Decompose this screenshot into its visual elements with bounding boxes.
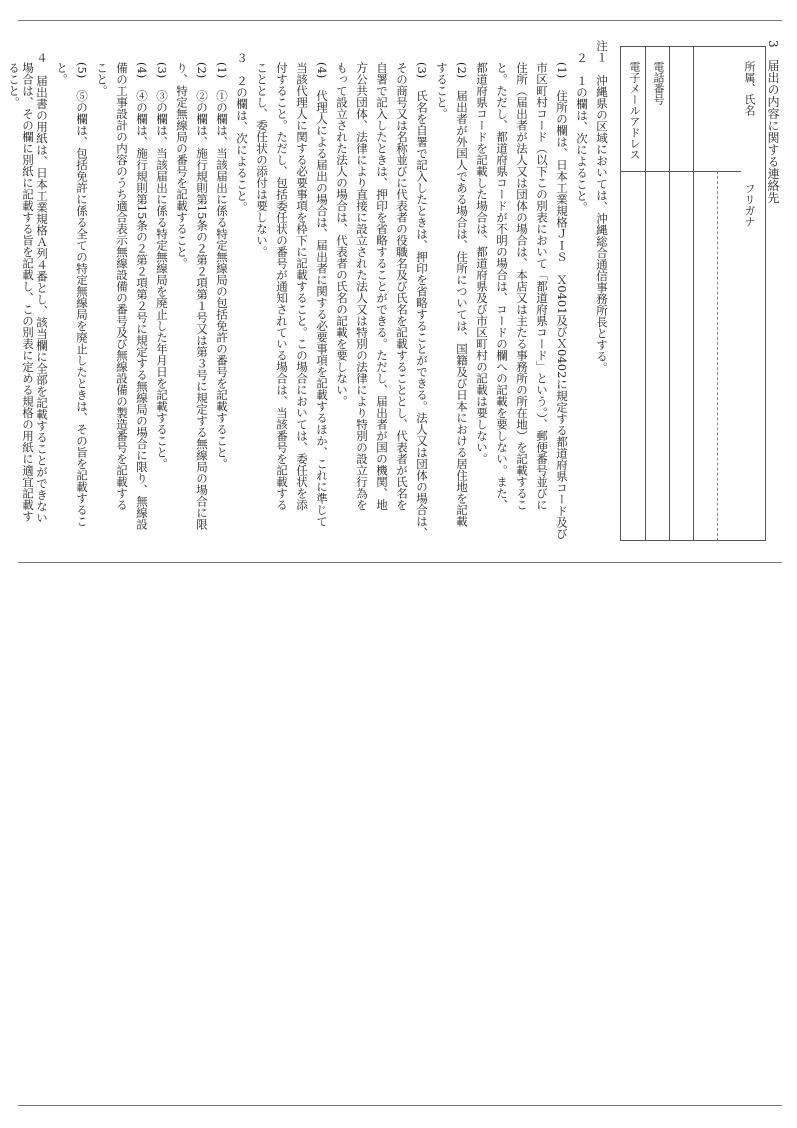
note-line: こととし、委任状の添付は要しない。 bbox=[255, 62, 269, 258]
note-line: すること。 bbox=[435, 62, 449, 120]
note-line: (3) 氏名を自署で記入したときは、押印を省略することができる。法人又は団体の場合は、 bbox=[415, 62, 429, 539]
middle-rule bbox=[18, 562, 782, 563]
row-divider-2 bbox=[669, 47, 670, 540]
note-line: (1) 住所の欄は、日本工業規格ＪＩＳ Ｘ0401及びＸ0402に規定する都道府県コード及び bbox=[555, 62, 569, 540]
note-line: 住所（届出者が法人又は団体の場合は、本店又は主たる事務所の所在地）を記載するこ bbox=[515, 62, 529, 511]
note-line: その商号又は名称並びに代表者の役職名及び氏名を記載することとし、代表者が氏名を bbox=[395, 62, 409, 511]
note-line: (2) ②の欄は、施行規則第15条の２第２項第１号又は第３号に規定する無線局の場合に限 bbox=[195, 62, 209, 530]
note-line: 当該代理人に関する必要事項を枠下に記載すること。この場合においては、委任状を添 bbox=[295, 62, 309, 511]
top-rule bbox=[18, 20, 782, 21]
row-divider-3 bbox=[645, 47, 646, 540]
note-line: ること。 bbox=[7, 62, 21, 108]
note-line: 場合は、その欄に別紙に記載する旨を記載し、この別表に定める規格の用紙に適宜記載す bbox=[21, 62, 35, 522]
note-line: (1) ①の欄は、当該届出に係る特定無線局の包括免許の番号を記載すること。 bbox=[215, 62, 229, 470]
section-heading: 3 届出の内容に関する連絡先 bbox=[766, 40, 780, 204]
note-line: と。ただし、都道府県コードが不明の場合は、コードの欄への記載を要しない。また、 bbox=[495, 62, 509, 511]
note-line: ３ ２の欄は、次によること。 bbox=[235, 52, 249, 213]
note-line: こと。 bbox=[95, 62, 109, 97]
email-label: 電子メールアドレス bbox=[628, 61, 641, 160]
note-line: (4) ④の欄は、施行規則第15条の２第２項第２号に規定する無線局の場合に限り、無線設 bbox=[135, 62, 149, 530]
note-line: 注１ 沖縄県の区域においては、沖縄総合通信事務所長とする。 bbox=[595, 40, 609, 374]
phone-label: 電話番号 bbox=[652, 61, 665, 105]
affiliation-name-label: 所属、氏名 bbox=[743, 61, 756, 116]
note-line: 自署で記入したときは、押印を省略することができる。ただし、届出者が国の機関、地 bbox=[375, 62, 389, 511]
note-line: ２ １の欄は、次によること。 bbox=[575, 52, 589, 213]
furigana-divider bbox=[717, 171, 718, 541]
note-line: り、特定無線局の番号を記載すること。 bbox=[175, 62, 189, 269]
note-line: 方公共団体、法律により直接に設立された法人又は特別の法律により特別の設立行為を bbox=[355, 62, 369, 511]
note-line: (2) 届出者が外国人である場合は、住所については、国籍及び日本における居住地を記載 bbox=[455, 62, 469, 527]
note-line: 都道府県コードを記載した場合は、都道府県及び市区町村の記載は要しない。 bbox=[475, 62, 489, 465]
note-line: ４ 届出書の用紙は、日本工業規格Ａ列４番とし、該当欄に全部を記載することができない bbox=[35, 52, 49, 524]
note-line: 備の工事設計の内容のうち適合表示無線設備の番号及び無線設備の製造番号を記載する bbox=[115, 62, 129, 511]
note-line: (3) ③の欄は、当該届出に係る特定無線局を廃止した年月日を記載すること。 bbox=[155, 62, 169, 470]
note-line: (5) ⑤の欄は、包括免許に係る全ての特定無線局を廃止したときは、その旨を記載するこ bbox=[75, 62, 89, 527]
note-line: と。 bbox=[55, 62, 69, 85]
note-line: (4) 代理人による届出の場合は、届出者に関する必要事項を記載するほか、これに準じて bbox=[315, 62, 329, 527]
bottom-rule bbox=[18, 1105, 782, 1106]
note-line: 市区町村コード（以下この別表において「都道府県コード」という。）、郵便番号並びに bbox=[535, 62, 549, 511]
row-divider-1 bbox=[693, 47, 694, 540]
note-line: もって設立された法人の場合は、代表者の氏名の記載を要しない。 bbox=[335, 62, 349, 407]
contact-table bbox=[620, 46, 766, 541]
furigana-label: フリガナ bbox=[743, 183, 756, 227]
note-line: 付すること。ただし、包括委任状の番号が通知されている場合は、当該番号を記載する bbox=[275, 62, 289, 511]
label-column-divider bbox=[621, 171, 741, 172]
